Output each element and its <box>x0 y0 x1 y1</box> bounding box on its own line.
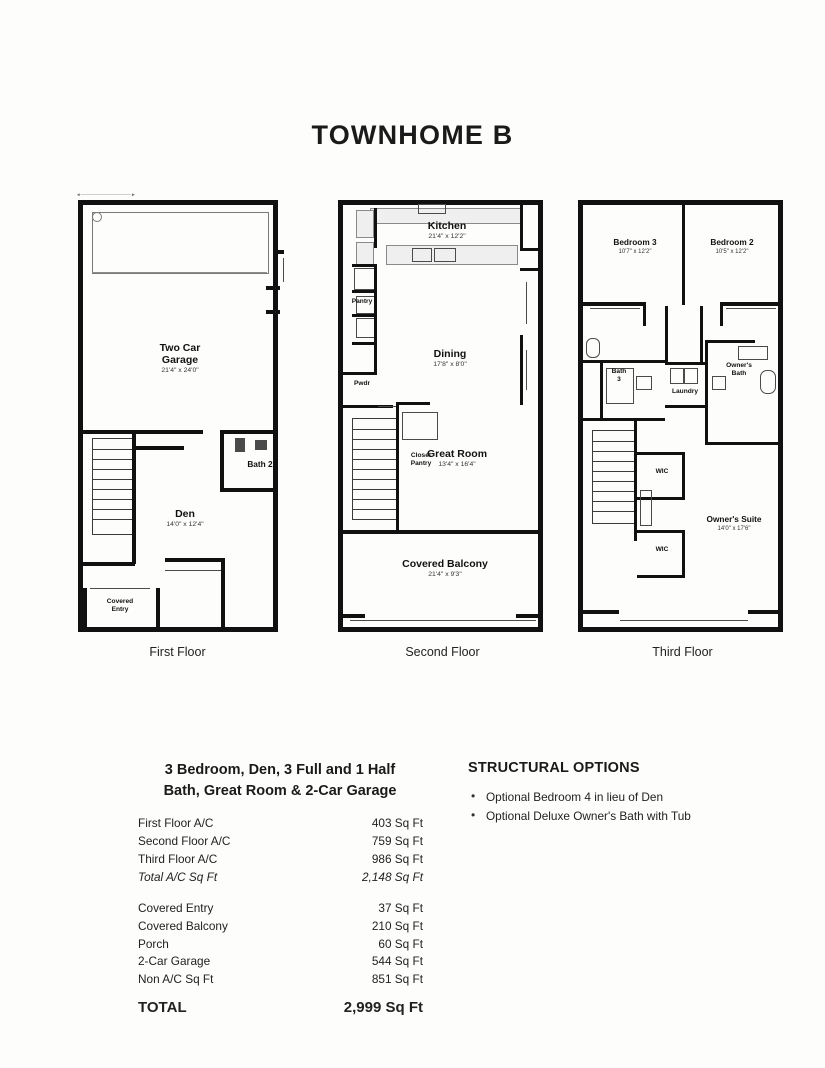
table-row <box>138 851 423 869</box>
area-label: Porch <box>138 936 169 951</box>
room-label-kitchen: Kitchen 21'4" x 12'2" <box>427 220 467 241</box>
room-label-great-room: Great Room 13'4" x 16'4" <box>426 448 488 469</box>
area-label: Covered Balcony <box>138 918 228 933</box>
room-label-covered-balcony: Covered Balcony 21'4" x 9'3" <box>402 558 488 579</box>
room-label-dining: Dining 17'8" x 8'0" <box>433 348 467 369</box>
room-label-pwdr: Pwdr <box>353 380 371 387</box>
room-label-owners-bath: Owner's Bath <box>726 362 752 377</box>
caption-second-floor: Second Floor <box>405 645 480 659</box>
table-row <box>138 900 423 918</box>
area-label: Total A/C Sq Ft <box>138 869 218 884</box>
list-item: • Optional Bedroom 4 in lieu of Den <box>468 788 788 807</box>
room-label-bath-2: Bath 2 <box>247 459 273 469</box>
plan-headline-line2: Bath, Great Room & 2-Car Garage <box>163 783 397 800</box>
second-floor-canvas <box>330 190 555 635</box>
area-table <box>138 815 423 1020</box>
total-label: TOTAL <box>138 999 187 1017</box>
room-label-bedroom-3: Bedroom 3 10'7" x 12'2" <box>613 237 657 255</box>
area-value: 544 Sq Ft <box>371 954 423 969</box>
room-label-laundry: Laundry <box>671 388 698 395</box>
area-value: 2,148 Sq Ft <box>362 869 423 884</box>
room-label-den: Den 14'0" x 12'4" <box>166 508 204 529</box>
floorplans-container <box>0 190 825 690</box>
table-row <box>138 953 423 971</box>
area-value: 37 Sq Ft <box>378 900 423 915</box>
table-row <box>138 936 423 954</box>
room-label-two-car-garage: Two Car Garage 21'4" x 24'0" <box>159 342 201 375</box>
plan-headline <box>130 760 430 802</box>
floorplan-second-floor <box>330 190 555 659</box>
plan-headline-line1: 3 Bedroom, Den, 3 Full and 1 Half <box>164 762 396 778</box>
room-label-bedroom-2: Bedroom 2 10'5" x 12'2" <box>710 237 754 255</box>
area-label: First Floor A/C <box>138 816 214 830</box>
area-label: Third Floor A/C <box>138 851 218 866</box>
area-label: Covered Entry <box>138 900 214 915</box>
area-value: 210 Sq Ft <box>371 918 423 933</box>
third-floor-canvas <box>570 190 795 635</box>
room-label-wic-1: WIC <box>655 468 669 475</box>
table-row <box>138 833 423 851</box>
room-label-owners-suite: Owner's Suite 14'0" x 17'6" <box>706 514 762 532</box>
table-row <box>138 918 423 936</box>
room-label-covered-entry: Covered Entry <box>106 598 134 613</box>
table-row <box>138 815 423 833</box>
area-value: 60 Sq Ft <box>378 936 423 951</box>
area-value: 986 Sq Ft <box>371 851 423 866</box>
caption-first-floor: First Floor <box>149 645 206 659</box>
list-item: • Optional Deluxe Owner's Bath with Tub <box>468 807 788 826</box>
table-row <box>138 971 423 989</box>
area-label: Non A/C Sq Ft <box>138 972 214 987</box>
first-floor-canvas: Two Car Garage 21'4" x 24'0" Bath 2 Den 14'0" x 12'4" Covered Entry ◄———————————► <box>70 190 285 635</box>
area-value: 403 Sq Ft <box>371 816 423 830</box>
area-label: 2-Car Garage <box>138 954 211 969</box>
page-title: TOWNHOME B <box>311 120 514 150</box>
room-label-bath-3: Bath 3 <box>611 368 627 383</box>
room-label-wic-2: WIC <box>655 546 669 553</box>
room-label-closet-pantry: Closet Pantry <box>410 452 432 467</box>
structural-options-title: STRUCTURAL OPTIONS <box>468 760 640 776</box>
room-label-pantry: Pantry <box>351 298 373 305</box>
total-value: 2,999 Sq Ft <box>343 999 423 1017</box>
floorplan-third-floor <box>570 190 795 659</box>
area-value: 851 Sq Ft <box>371 972 423 987</box>
structural-options-list <box>468 788 788 826</box>
table-row-total <box>138 997 423 1020</box>
structural-options <box>468 760 788 826</box>
area-label: Second Floor A/C <box>138 833 231 848</box>
table-row <box>138 869 423 887</box>
floorplan-first-floor <box>70 190 285 659</box>
area-value: 759 Sq Ft <box>371 833 423 848</box>
caption-third-floor: Third Floor <box>652 645 713 659</box>
